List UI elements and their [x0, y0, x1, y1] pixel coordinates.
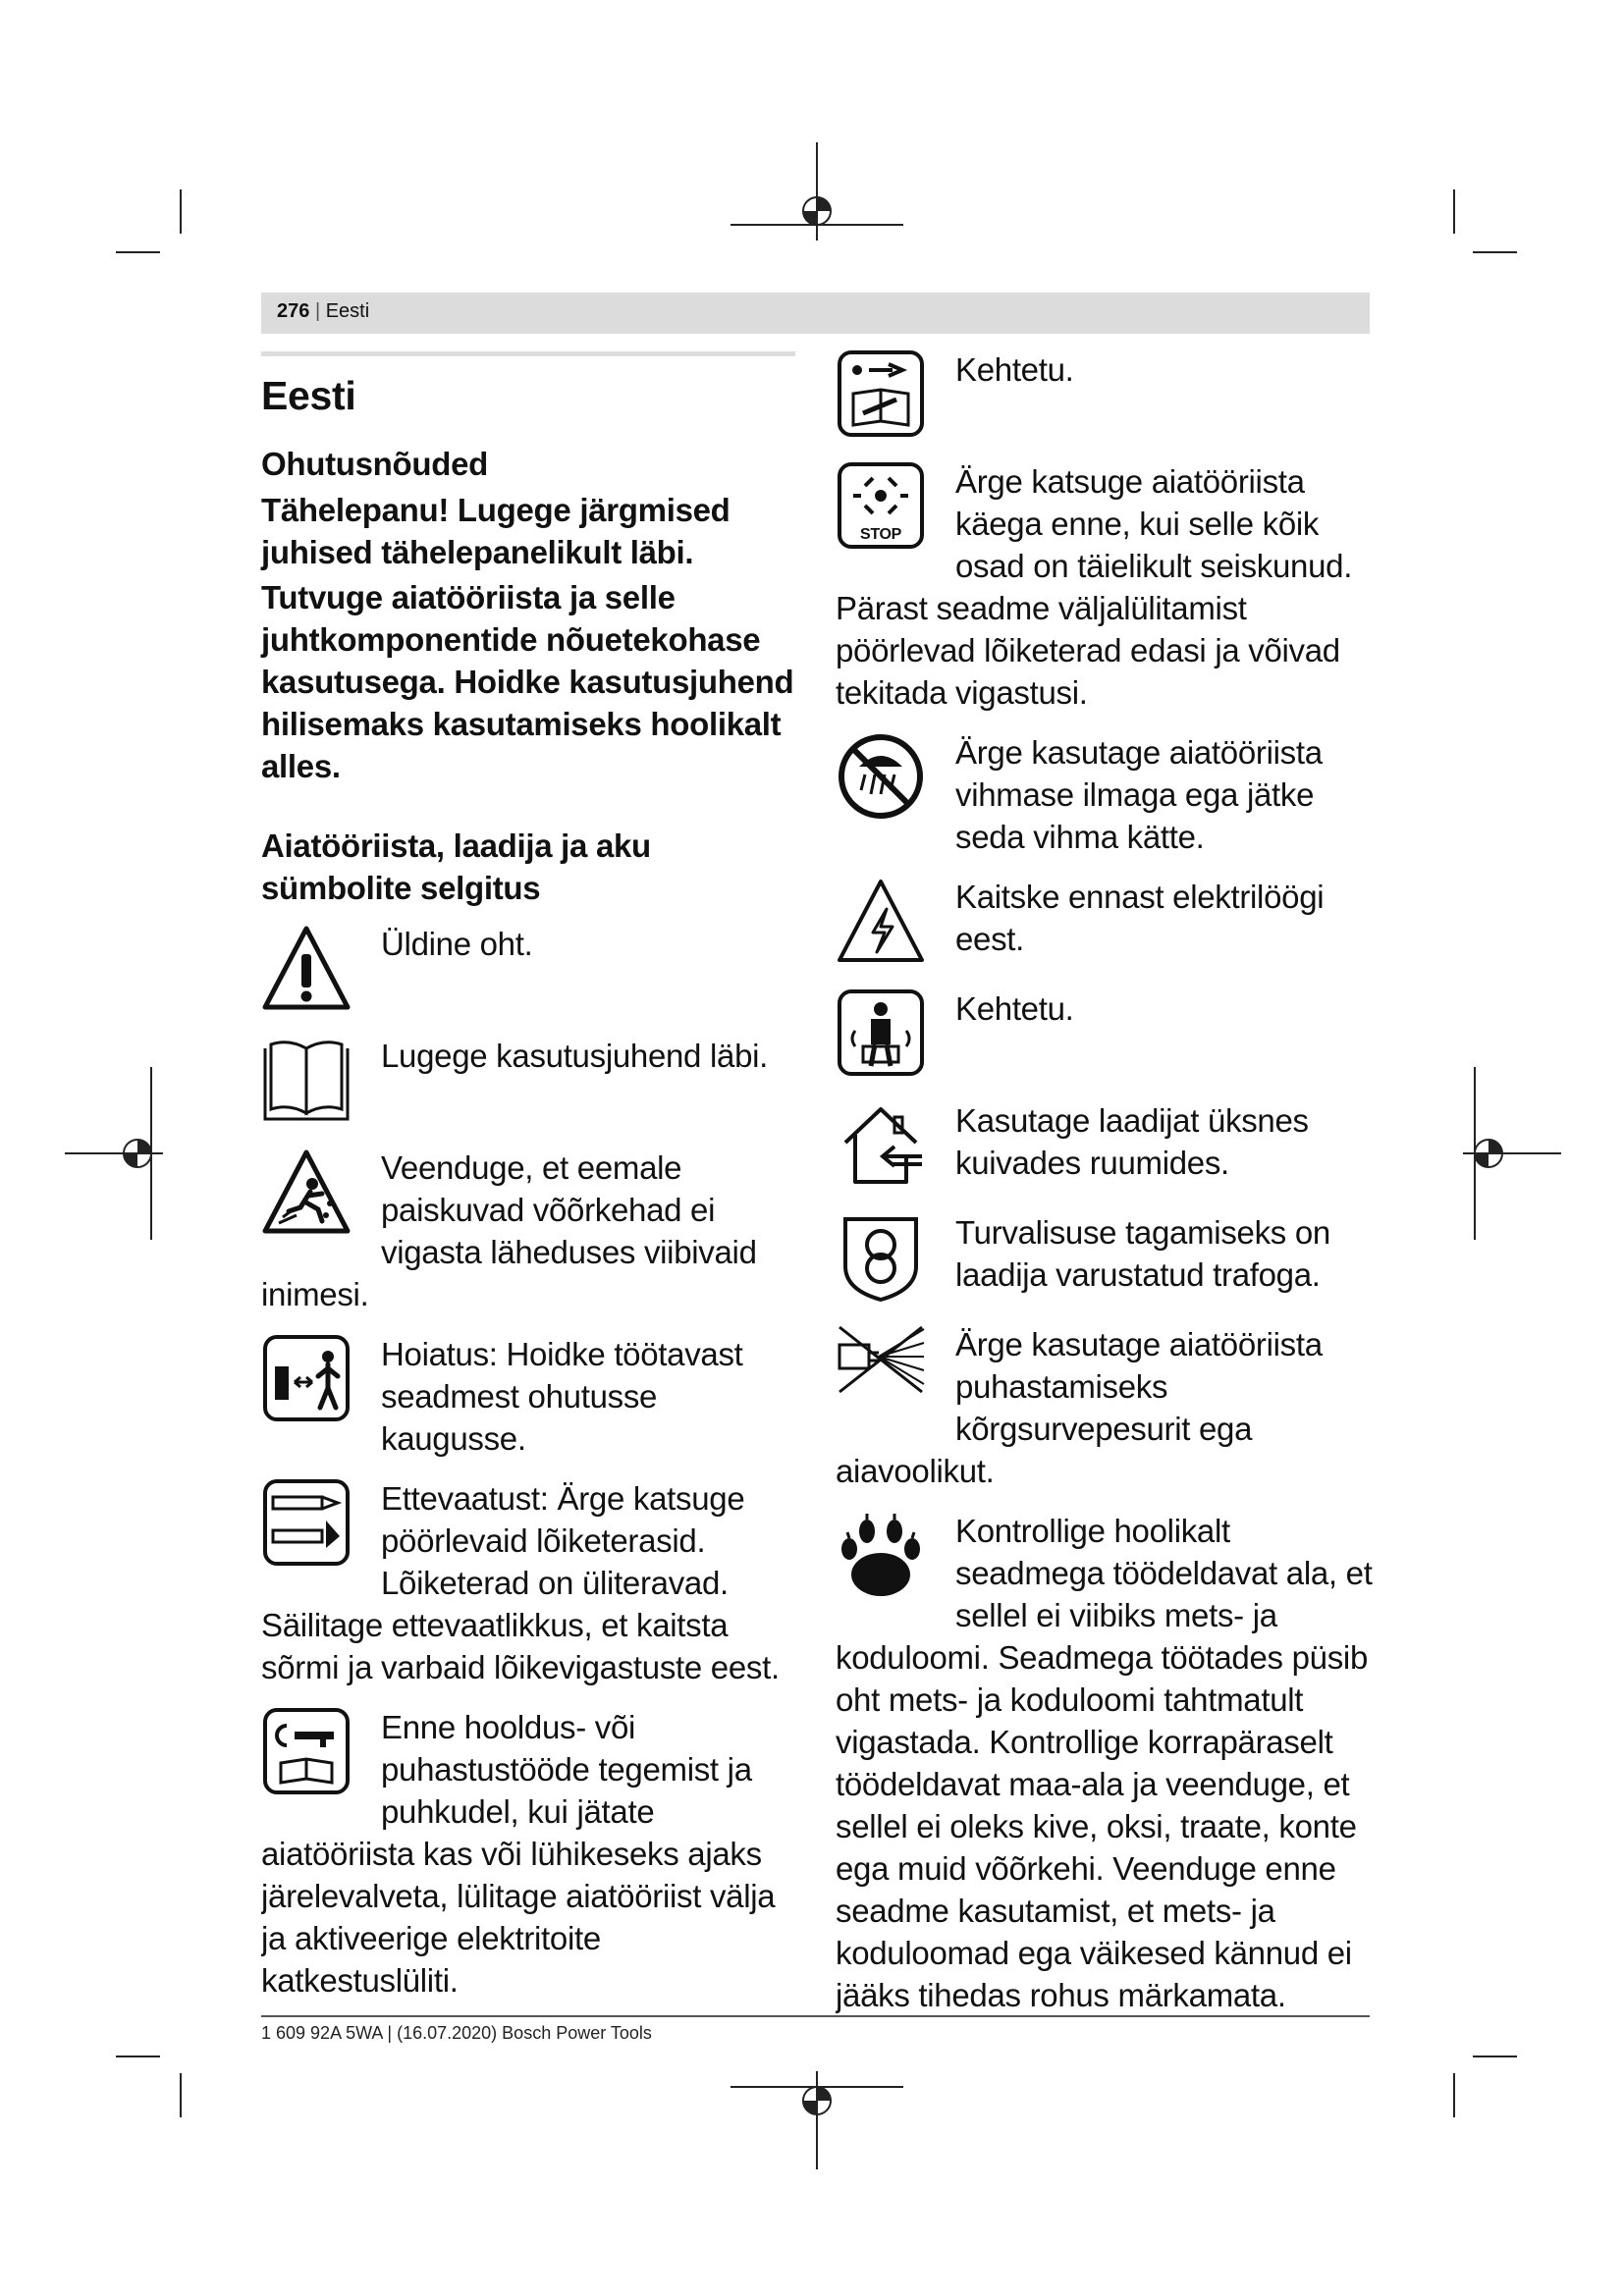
symbol-text: Ärge kasutage aiatööriista vihmase ilmaga ega jätke seda vihma kätte.	[955, 734, 1323, 855]
symbol-text: Turvalisuse tagamiseks on laadija varustatud trafoga.	[955, 1214, 1330, 1293]
symbol-entry	[261, 1035, 803, 1129]
svg-text:STOP: STOP	[859, 526, 902, 543]
symbol-entry	[836, 1510, 1374, 2016]
symbol-text: Veenduge, et eemale paiskuvad võõrkehad ei vigasta läheduses viibivaid inimesi.	[261, 1149, 757, 1312]
crop-mark	[116, 2056, 160, 2057]
symbol-text: Kehtetu.	[955, 351, 1074, 388]
no-pressure-washer-icon	[836, 1323, 926, 1414]
crop-mark	[1473, 2056, 1517, 2057]
symbol-text: Kasutage laadijat üksnes kuivades ruumides.	[955, 1102, 1309, 1181]
footer-rule	[261, 2015, 1370, 2017]
crop-mark	[1453, 189, 1455, 234]
safety-warning-1: Tähelepanu! Lugege järgmised juhised tähelepanelikult läbi.	[261, 492, 731, 570]
header-bar	[261, 293, 1370, 334]
registration-mark-bottom	[731, 2071, 903, 2169]
page-number: 276	[277, 300, 310, 322]
symbol-text: Kontrollige hoolikalt seadmega töödeldavat ala, et sellel ei viibiks mets- ja koduloomi. Seadmega töötades püsib oht mets- ja koduloomi tahtmatult vigastada. Kontrollige korrapäraselt töödeldavat maa-ala ja veenduge, et sellel ei oleks kive, oksi, traate, konte ega muid võõrkehi. Veenduge enne seadme kasutamist, et mets- ja koduloomad ega väikesed kännud ei jääks tihedas rohus märkamata.	[836, 1513, 1373, 2013]
symbol-text: Hoiatus: Hoidke töötavast seadmest ohutusse kaugusse.	[381, 1336, 743, 1457]
maintenance-key-icon	[261, 1706, 352, 1796]
symbol-entry	[261, 1147, 803, 1315]
flying-objects-icon	[261, 1147, 352, 1237]
crop-mark	[180, 189, 182, 234]
read-manual-icon	[261, 1035, 352, 1125]
keep-distance-icon	[261, 1333, 352, 1423]
symbol-text: Lugege kasutusjuhend läbi.	[381, 1038, 769, 1074]
header-section: Eesti	[325, 300, 370, 322]
page-footer: 1 609 92A 5WA | (16.07.2020) Bosch Power Tools	[261, 2023, 652, 2043]
crop-mark	[1473, 251, 1517, 253]
registration-mark-left	[65, 1067, 163, 1240]
not-applicable-icon	[836, 348, 926, 439]
electric-shock-icon	[836, 876, 926, 966]
safety-warning-2: Tutvuge aiatööriista ja selle juhtkomponentide nõuetekohase kasutusega. Hoidke kasutusjuhend hilisemaks kasutamiseks hoolikalt alles.	[261, 579, 794, 784]
crop-mark	[1453, 2073, 1455, 2117]
registration-mark-top	[731, 142, 903, 240]
symbol-entry	[836, 1323, 1374, 1492]
page-title: Eesti	[261, 373, 356, 418]
symbol-entry	[836, 988, 1374, 1082]
left-column	[261, 358, 803, 2019]
symbol-entry	[261, 923, 803, 1017]
symbol-entry	[836, 460, 1374, 714]
column-rule	[261, 351, 795, 356]
rotating-blades-icon	[261, 1477, 352, 1568]
crop-mark	[116, 251, 160, 253]
crop-mark	[180, 2073, 182, 2117]
symbol-text: Üldine oht.	[381, 926, 533, 962]
stop-blades-icon	[836, 460, 926, 551]
header-separator: |	[314, 300, 321, 322]
right-column	[836, 348, 1374, 2034]
symbol-text: Ärge kasutage aiatööriista puhastamiseks kõrgsurvepesurit ega aiavoolikut.	[836, 1326, 1323, 1489]
no-rain-icon	[836, 731, 926, 822]
transformer-icon	[836, 1211, 926, 1302]
indoor-use-icon	[836, 1099, 926, 1190]
symbol-entry	[836, 1099, 1374, 1194]
general-hazard-icon	[261, 923, 352, 1013]
symbol-entry	[261, 1706, 803, 2002]
symbol-entry	[261, 1333, 803, 1460]
symbol-text: Enne hooldus- või puhastustööde tegemist ja puhkudel, kui jätate aiatööriista kas või lühikeseks ajaks järelevalveta, lülitage aiatööriist välja ja aktiveerige elektritoite katkestuslüliti.	[261, 1709, 776, 1999]
symbol-entry	[261, 1477, 803, 1688]
page-header	[277, 300, 369, 323]
symbol-text: Kaitske ennast elektrilöögi eest.	[955, 879, 1325, 957]
safety-heading: Ohutusnõuded	[261, 446, 489, 482]
symbol-text: Ärge katsuge aiatööriista käega enne, kui selle kõik osad on täielikult seiskunud. Pärast seadme väljalülitamist pöörlevad lõiketerad edasi ja võivad tekitada vigastusi.	[836, 463, 1353, 711]
symbol-text: Ettevaatust: Ärge katsuge pöörlevaid lõiketerasid. Lõiketerad on üliteravad. Säilitage ettevaatlikkus, et kaitsta sõrmi ja varbaid lõikevigastuste eest.	[261, 1480, 780, 1685]
symbol-entry	[836, 1211, 1374, 1306]
symbol-entry	[836, 348, 1374, 443]
registration-mark-right	[1463, 1067, 1561, 1240]
symbols-heading: Aiatööriista, laadija ja aku sümbolite selgitus	[261, 828, 651, 906]
symbol-entry	[836, 731, 1374, 858]
symbol-entry	[836, 876, 1374, 970]
symbol-text: Kehtetu.	[955, 990, 1074, 1027]
not-applicable-operator-icon	[836, 988, 926, 1078]
animal-paw-icon	[836, 1510, 926, 1600]
